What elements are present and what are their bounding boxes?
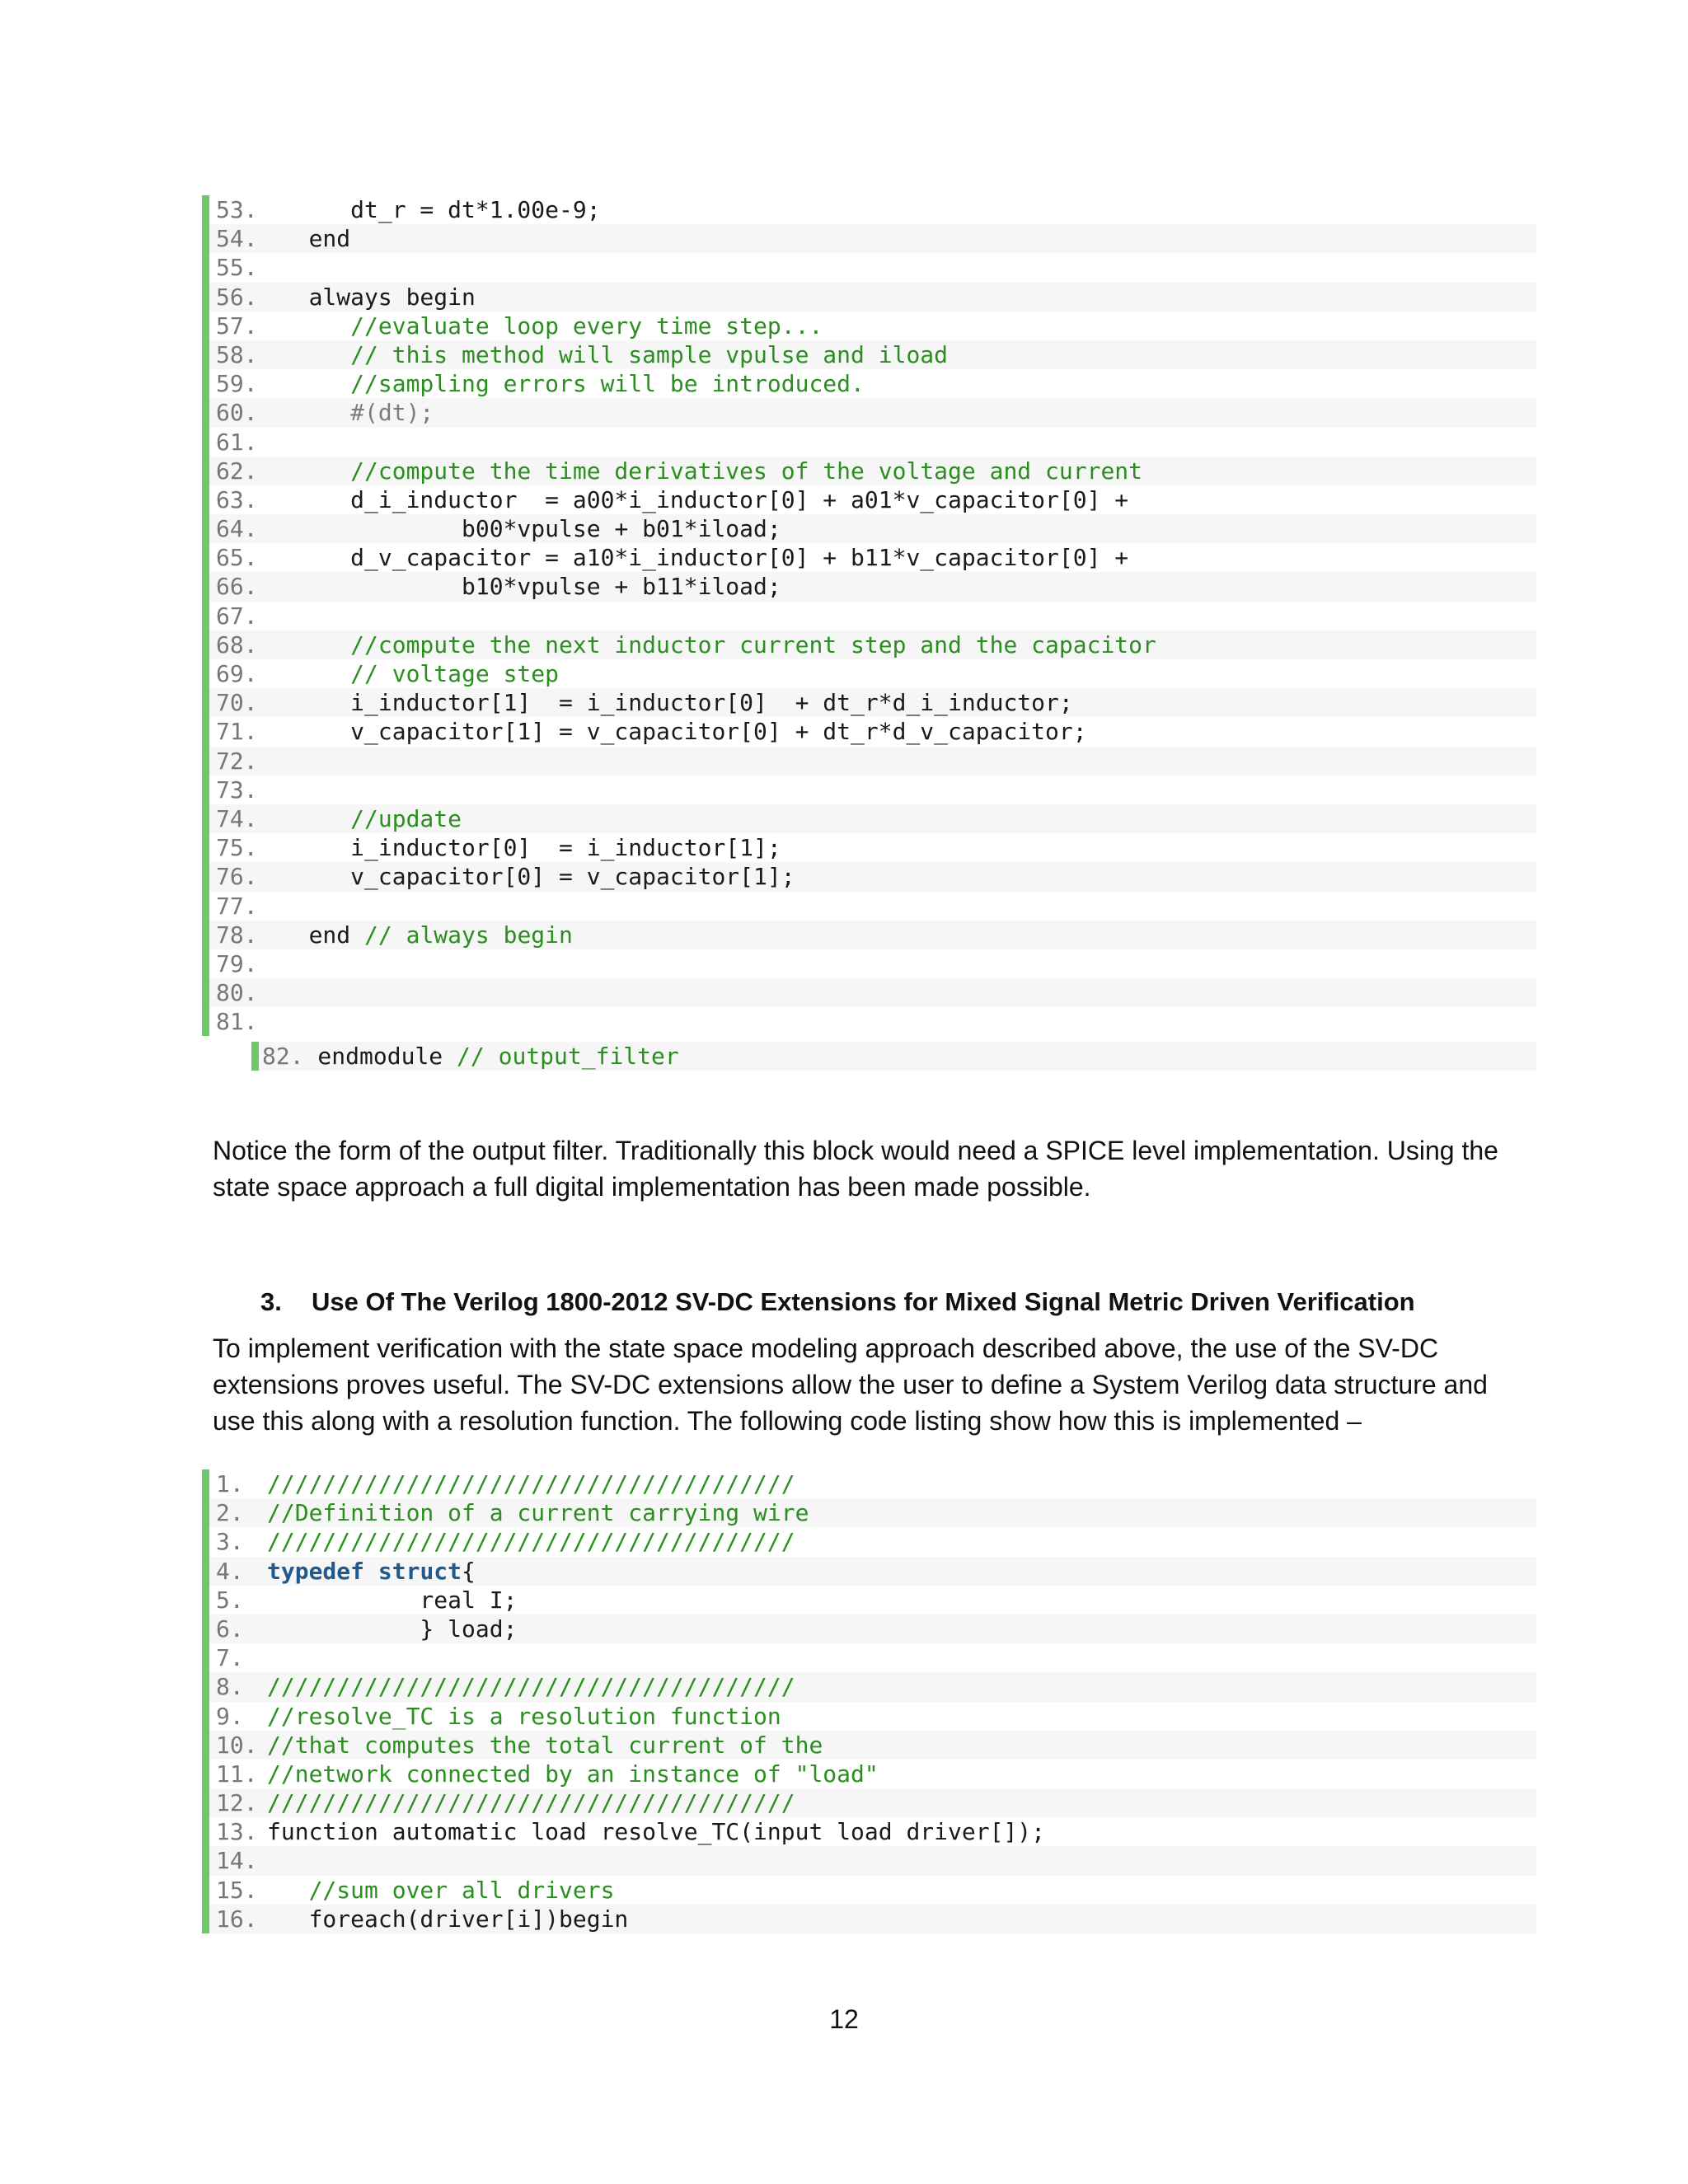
code-token-plain: d_v_capacitor = a10*i_inductor[0] + b11*v_capacitor[0] + (267, 544, 1129, 572)
code-token-comment: //evaluate loop every time step... (267, 312, 823, 340)
line-number: 9. (216, 1702, 244, 1730)
section-title: Use Of The Verilog 1800-2012 SV-DC Extensions for Mixed Signal Metric Driven Verification (312, 1287, 1415, 1316)
code-token-plain: i_inductor[1] = i_inductor[0] + dt_r*d_i_inductor; (267, 689, 1073, 717)
line-number: 72. (216, 747, 258, 775)
code-token-comment: // always begin (364, 921, 573, 949)
line-number: 13. (216, 1818, 258, 1846)
code-line (209, 747, 1536, 776)
line-number: 58. (216, 340, 258, 368)
code-line (209, 978, 1536, 1007)
code-line (209, 630, 1536, 659)
code-line (209, 833, 1536, 862)
code-line (209, 1586, 1536, 1615)
code-token-comment: //resolve_TC is a resolution function (267, 1702, 781, 1730)
code-line (209, 369, 1536, 398)
code-token-plain (364, 1558, 378, 1585)
code-token-comment: // voltage step (267, 660, 560, 687)
code-line (209, 428, 1536, 457)
code-token-comment: //update (267, 804, 462, 832)
line-number: 11. (216, 1760, 258, 1788)
code-token-plain: v_capacitor[1] = v_capacitor[0] + dt_r*d_v_capacitor; (267, 718, 1087, 746)
code-token-plain: endmodule (303, 1043, 457, 1070)
section-heading (260, 1284, 1415, 1320)
code-line (209, 921, 1536, 949)
code-token-keyword: typedef (267, 1557, 365, 1585)
code-token-comment: //network connected by an instance of "load" (267, 1760, 879, 1788)
line-number: 73. (216, 776, 258, 804)
section-number: 3. (260, 1287, 282, 1316)
code-line (209, 1557, 1536, 1586)
code-line (209, 1846, 1536, 1875)
line-number: 76. (216, 863, 258, 891)
line-number: 77. (216, 892, 258, 920)
code-token-plain: foreach(driver[i])begin (267, 1905, 629, 1933)
line-number: 62. (216, 457, 258, 485)
code-listing-output-filter (202, 195, 1536, 1036)
line-number: 82. (262, 1043, 304, 1070)
line-number: 53. (216, 196, 258, 223)
code-line (209, 1615, 1536, 1643)
line-number: 59. (216, 370, 258, 398)
line-number: 66. (216, 573, 258, 601)
code-token-comment: // this method will sample vpulse and iload (267, 340, 949, 368)
page-number: 12 (829, 2004, 859, 2034)
line-number: 14. (216, 1847, 258, 1875)
code-token-plain: function automatic load resolve_TC(input load driver[]); (267, 1818, 1046, 1846)
line-number: 15. (216, 1876, 258, 1904)
code-line (209, 892, 1536, 921)
line-number: 64. (216, 515, 258, 543)
line-number: 54. (216, 225, 258, 253)
line-number: 68. (216, 630, 258, 658)
code-token-plain: v_capacitor[0] = v_capacitor[1]; (267, 863, 795, 891)
code-line (209, 1788, 1536, 1817)
code-line (209, 224, 1536, 253)
line-number: 7. (216, 1644, 244, 1672)
code-line-endmodule (251, 1042, 1536, 1071)
code-line (209, 572, 1536, 601)
code-line (209, 1760, 1536, 1788)
code-line (209, 283, 1536, 312)
line-number: 74. (216, 804, 258, 832)
code-line (209, 862, 1536, 891)
code-token-plain: { (462, 1557, 476, 1585)
line-number: 75. (216, 834, 258, 862)
code-token-comment: ////////////////////////////////////// (267, 1470, 795, 1497)
line-number: 10. (216, 1731, 258, 1759)
line-number: 78. (216, 921, 258, 949)
code-line (209, 776, 1536, 804)
code-line (209, 688, 1536, 717)
code-line (209, 514, 1536, 543)
code-line (209, 195, 1536, 224)
code-token-plain: i_inductor[0] = i_inductor[1]; (267, 834, 781, 862)
line-number: 55. (216, 254, 258, 282)
code-line (209, 1817, 1536, 1846)
line-number: 5. (216, 1586, 244, 1614)
paragraph-output-filter-note: Notice the form of the output filter. Traditionally this block would need a SPICE level implementation. Using the state space approach a full digital implementation has been made possible. (213, 1136, 1498, 1202)
code-token-comment: // output_filter (457, 1043, 679, 1070)
line-number: 65. (216, 544, 258, 572)
code-token-plain: d_i_inductor = a00*i_inductor[0] + a01*v_capacitor[0] + (267, 485, 1129, 513)
code-token-plain: end (267, 225, 351, 253)
line-number: 71. (216, 718, 258, 746)
code-line (209, 1702, 1536, 1731)
code-token-plain: b10*vpulse + b11*iload; (267, 573, 781, 601)
code-token-comment: //sampling errors will be introduced. (267, 370, 865, 398)
code-token-keyword: struct (377, 1557, 462, 1585)
code-line (209, 1731, 1536, 1760)
line-number: 16. (216, 1905, 258, 1933)
code-line (209, 1469, 1536, 1498)
code-line (209, 312, 1536, 340)
code-token-plain: b00*vpulse + b01*iload; (267, 515, 781, 543)
code-token-plain: end (267, 921, 365, 949)
line-number: 2. (216, 1499, 244, 1527)
code-token-comment: //Definition of a current carrying wire (267, 1499, 809, 1527)
code-line (209, 457, 1536, 485)
code-token-comment: //compute the time derivatives of the voltage and current (267, 457, 1143, 485)
paragraph-sv-dc-intro: To implement verification with the state space modeling approach described above, the use of the SV-DC extensions proves useful. The SV-DC extensions allow the user to define a System Verilog data structure and use this along with a resolution function. The following code listing show how this is implemented – (213, 1333, 1488, 1436)
line-number: 69. (216, 660, 258, 687)
code-line (209, 602, 1536, 630)
code-token-comment: ////////////////////////////////////// (267, 1673, 795, 1701)
code-line (209, 485, 1536, 514)
code-line (209, 340, 1536, 369)
code-line (209, 1672, 1536, 1701)
code-token-plain: real I; (267, 1586, 518, 1614)
code-token-muted: #(dt); (267, 399, 434, 427)
line-number: 79. (216, 949, 258, 977)
code-token-comment: //that computes the total current of the (267, 1731, 823, 1759)
code-line (209, 253, 1536, 282)
line-number: 63. (216, 485, 258, 513)
code-line (209, 717, 1536, 746)
line-number: 61. (216, 428, 258, 456)
code-line (209, 398, 1536, 427)
code-line (259, 1042, 1536, 1071)
line-number: 81. (216, 1008, 258, 1036)
code-token-plain: dt_r = dt*1.00e-9; (267, 196, 601, 223)
code-line (209, 659, 1536, 688)
code-line (209, 1643, 1536, 1672)
code-listing-resolution-function (202, 1469, 1536, 1933)
code-token-comment: //sum over all drivers (267, 1876, 615, 1904)
code-token-comment: ////////////////////////////////////// (267, 1528, 795, 1556)
line-number: 12. (216, 1789, 258, 1817)
code-line (209, 1007, 1536, 1036)
code-token-plain: always begin (267, 283, 476, 311)
code-line (209, 1876, 1536, 1905)
line-number: 56. (216, 283, 258, 311)
code-token-plain: } load; (267, 1615, 518, 1643)
code-token-comment: ////////////////////////////////////// (267, 1789, 795, 1817)
code-token-comment: //compute the next inductor current step and the capacitor (267, 630, 1156, 658)
line-number: 67. (216, 602, 258, 630)
line-number: 60. (216, 399, 258, 427)
line-number: 80. (216, 979, 258, 1007)
line-number: 6. (216, 1615, 244, 1643)
line-number: 1. (216, 1470, 244, 1497)
line-number: 8. (216, 1673, 244, 1701)
line-number: 57. (216, 312, 258, 340)
code-line (209, 1905, 1536, 1933)
line-number: 4. (216, 1557, 244, 1585)
code-line (209, 804, 1536, 833)
code-line (209, 1527, 1536, 1556)
code-line (209, 949, 1536, 978)
line-number: 70. (216, 689, 258, 717)
line-number: 3. (216, 1528, 244, 1556)
code-line (209, 1498, 1536, 1527)
code-line (209, 543, 1536, 572)
